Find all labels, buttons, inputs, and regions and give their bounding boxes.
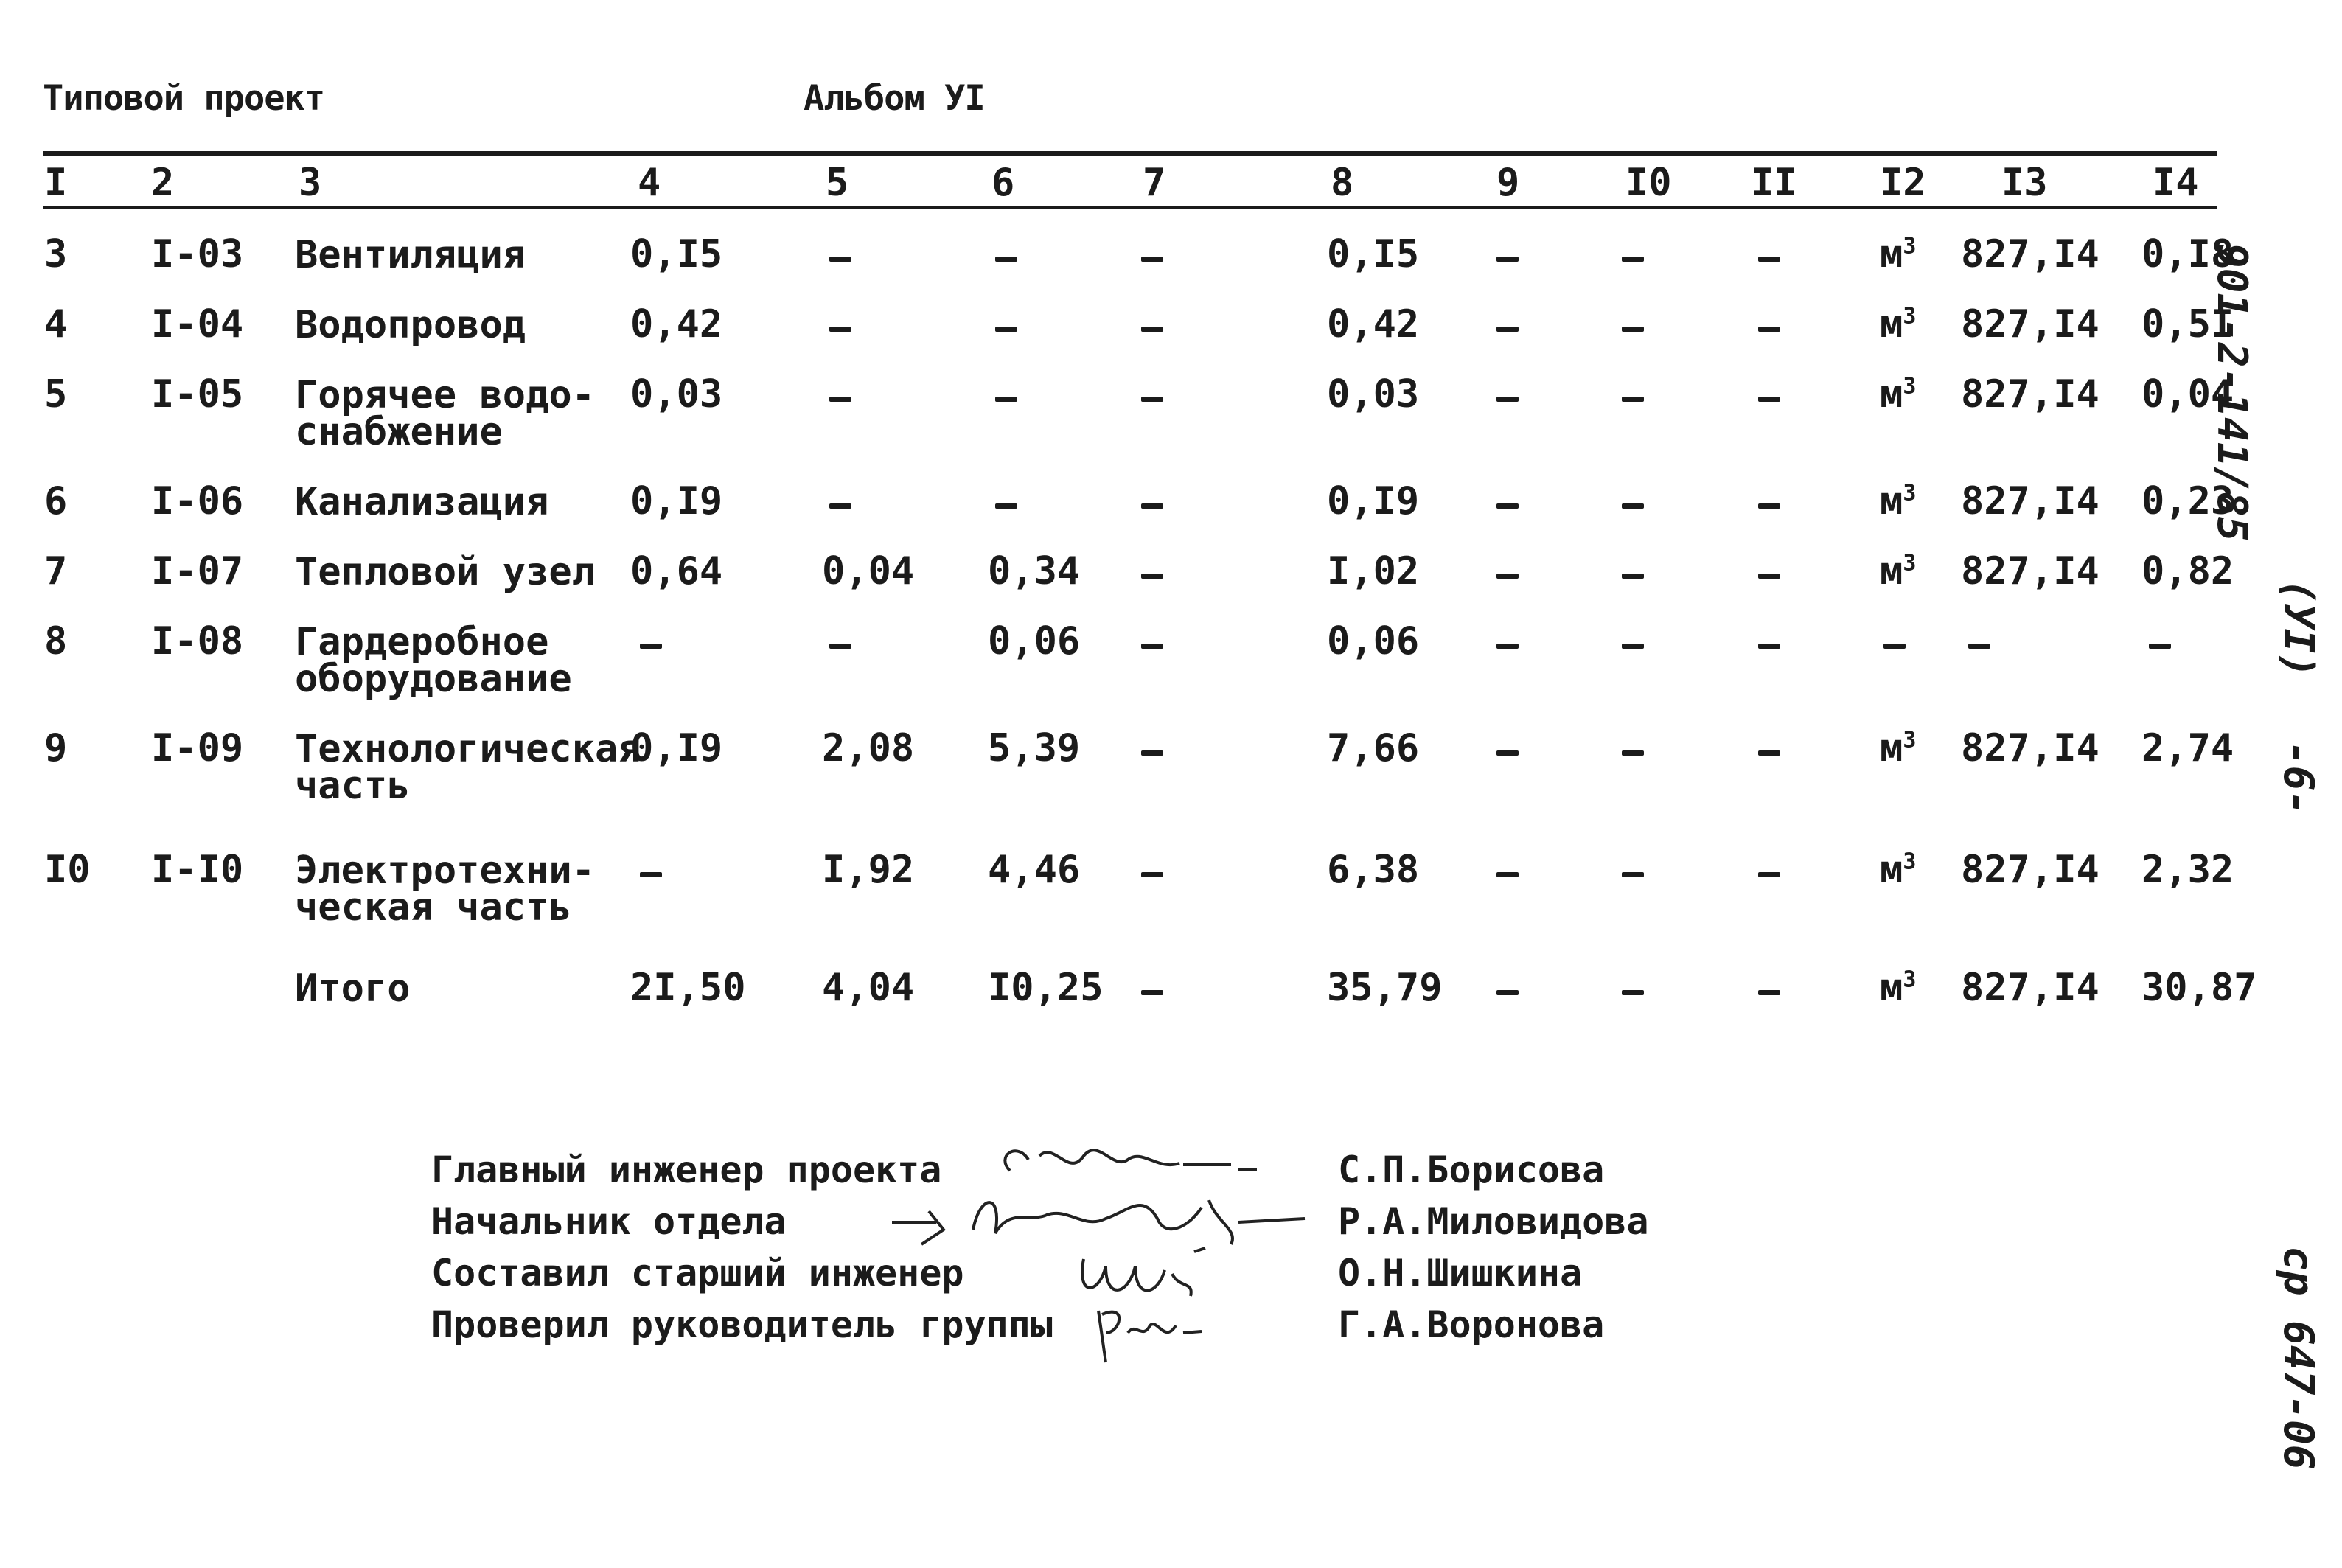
unit-exponent: 3 (1903, 550, 1917, 576)
empty-cell-dash (1622, 327, 1644, 332)
cell-c14: 2,74 (2141, 726, 2234, 770)
unit-base: м (1880, 372, 1903, 417)
cell-c6: 0,34 (988, 549, 1081, 593)
colnum-2: 2 (151, 161, 175, 205)
unit-base: м (1880, 848, 1903, 892)
empty-cell-dash (1758, 327, 1780, 332)
cell-c2: I-09 (151, 726, 244, 770)
header-rule (43, 206, 2217, 209)
empty-cell-dash (1141, 327, 1163, 332)
cell-c1: 9 (44, 726, 68, 770)
cell-c6: 5,39 (988, 726, 1081, 770)
empty-cell-dash (995, 257, 1017, 262)
signatory-name: Р.А.Миловидова (1338, 1200, 1649, 1243)
empty-cell-dash (1496, 257, 1519, 262)
empty-cell-dash (1758, 503, 1780, 509)
signatory-name: О.Н.Шишкина (1338, 1252, 1583, 1295)
table-row (0, 619, 2342, 708)
colnum-5: 5 (826, 161, 849, 205)
row-name-line: Гардеробное (295, 620, 549, 664)
row-name-line: Итого (295, 966, 411, 1011)
row-name-line: Канализация (295, 480, 549, 524)
cell-c5: 2,08 (822, 726, 915, 770)
empty-cell-dash (1968, 644, 1990, 649)
album-label: Альбом УI (804, 78, 985, 119)
cell-c2: I-08 (151, 619, 244, 663)
album-mark-note: (УI) (2274, 579, 2322, 678)
signatory-name: Г.А.Воронова (1338, 1303, 1605, 1346)
cell-c8: 0,03 (1327, 372, 1420, 417)
cell-c5: I,92 (822, 848, 915, 892)
cell-c2: I-I0 (151, 848, 244, 892)
top-rule (43, 151, 2217, 156)
table-row (0, 848, 2342, 936)
signatory-name: С.П.Борисова (1338, 1149, 1605, 1191)
row-name (295, 849, 595, 930)
empty-cell-dash (1758, 397, 1780, 402)
row-name (295, 373, 595, 454)
unit-exponent: 3 (1903, 480, 1917, 506)
empty-cell-dash (1883, 644, 1906, 649)
empty-cell-dash (1141, 750, 1163, 756)
cell-c2: I-07 (151, 549, 244, 593)
cell-c13: 827,I4 (1961, 232, 2099, 276)
colnum-9: 9 (1496, 161, 1520, 205)
colnum-7: 7 (1143, 161, 1166, 205)
signature-role: Начальник отдела (431, 1200, 787, 1243)
cell-c14: 0,I8 (2141, 232, 2234, 276)
row-name-line: Тепловой узел (295, 550, 595, 594)
row-name (295, 550, 595, 594)
unit-cell (1880, 372, 1916, 417)
unit-exponent: 3 (1903, 233, 1917, 259)
empty-cell-dash (1758, 644, 1780, 649)
empty-cell-dash (1622, 503, 1644, 509)
colnum-13: I3 (2001, 161, 2048, 205)
colnum-3: 3 (299, 161, 322, 205)
empty-cell-dash (995, 397, 1017, 402)
cell-c14: 30,87 (2141, 966, 2257, 1010)
colnum-6: 6 (991, 161, 1015, 205)
cell-c14: 2,32 (2141, 848, 2234, 892)
empty-cell-dash (1141, 872, 1163, 877)
cell-c1: 5 (44, 372, 68, 417)
empty-cell-dash (829, 257, 851, 262)
unit-cell (1880, 479, 1916, 523)
cell-c6: I0,25 (988, 966, 1104, 1010)
empty-cell-dash (995, 327, 1017, 332)
cell-c1: 3 (44, 232, 68, 276)
colnum-11: II (1751, 161, 1797, 205)
empty-cell-dash (1141, 990, 1163, 995)
empty-cell-dash (995, 503, 1017, 509)
empty-cell-dash (1496, 574, 1519, 579)
signature-role: Главный инженер проекта (431, 1149, 942, 1191)
project-code-note: 901-2-141/85 (2208, 243, 2256, 542)
cell-c8: 6,38 (1327, 848, 1420, 892)
empty-cell-dash (640, 872, 662, 877)
row-name (295, 233, 526, 277)
signature-row (0, 1303, 2342, 1355)
unit-base: м (1880, 726, 1903, 770)
empty-cell-dash (829, 327, 851, 332)
unit-base: м (1880, 232, 1903, 276)
cell-c14: 0,04 (2141, 372, 2234, 417)
cell-c13: 827,I4 (1961, 372, 2099, 417)
empty-cell-dash (829, 503, 851, 509)
cell-c6: 4,46 (988, 848, 1081, 892)
empty-cell-dash (1758, 750, 1780, 756)
row-name-line: ческая часть (295, 885, 572, 930)
row-name (295, 303, 526, 347)
unit-cell (1880, 726, 1916, 770)
cell-c4: 0,I9 (630, 726, 723, 770)
stamp-code-note: ср 647-06 (2274, 1246, 2322, 1470)
cell-c2: I-03 (151, 232, 244, 276)
cell-c1: 7 (44, 549, 68, 593)
cell-c13: 827,I4 (1961, 966, 2099, 1010)
unit-exponent: 3 (1903, 303, 1917, 330)
empty-cell-dash (1141, 503, 1163, 509)
row-name-line: Электротехни- (295, 849, 595, 893)
row-name (295, 727, 641, 808)
empty-cell-dash (1496, 750, 1519, 756)
unit-cell (1880, 966, 1916, 1010)
empty-cell-dash (1496, 872, 1519, 877)
cell-c14: 0,5I (2141, 302, 2234, 346)
empty-cell-dash (1758, 990, 1780, 995)
colnum-8: 8 (1331, 161, 1354, 205)
empty-cell-dash (1622, 872, 1644, 877)
empty-cell-dash (829, 644, 851, 649)
unit-cell (1880, 549, 1916, 593)
unit-exponent: 3 (1903, 727, 1917, 753)
cell-c1: I0 (44, 848, 91, 892)
empty-cell-dash (1141, 574, 1163, 579)
cell-c8: 0,42 (1327, 302, 1420, 346)
cell-c1: 6 (44, 479, 68, 523)
empty-cell-dash (1141, 644, 1163, 649)
cell-c4: 0,42 (630, 302, 723, 346)
empty-cell-dash (1758, 574, 1780, 579)
empty-cell-dash (1141, 397, 1163, 402)
signature-role: Проверил руководитель группы (431, 1303, 1053, 1346)
unit-exponent: 3 (1903, 849, 1917, 875)
empty-cell-dash (1496, 644, 1519, 649)
empty-cell-dash (1496, 327, 1519, 332)
unit-cell (1880, 302, 1916, 346)
unit-cell (1880, 232, 1916, 276)
cell-c4: 0,03 (630, 372, 723, 417)
row-name-line: Водопровод (295, 303, 526, 347)
cell-c4: 0,I9 (630, 479, 723, 523)
empty-cell-dash (1141, 257, 1163, 262)
empty-cell-dash (1622, 644, 1644, 649)
colnum-12: I2 (1880, 161, 1926, 205)
page-number-note: -6- (2274, 741, 2322, 816)
row-name-line: часть (295, 764, 411, 808)
cell-c8: 35,79 (1327, 966, 1443, 1010)
cell-c4: 0,64 (630, 549, 723, 593)
empty-cell-dash (1496, 990, 1519, 995)
empty-cell-dash (829, 397, 851, 402)
cell-c14: 0,23 (2141, 479, 2234, 523)
handwritten-signature (1084, 1281, 1231, 1370)
cell-c13: 827,I4 (1961, 302, 2099, 346)
empty-cell-dash (1496, 503, 1519, 509)
unit-exponent: 3 (1903, 373, 1917, 400)
colnum-1: I (44, 161, 68, 205)
cell-c4: 0,I5 (630, 232, 723, 276)
cell-c14: 0,82 (2141, 549, 2234, 593)
cell-c5: 4,04 (822, 966, 915, 1010)
unit-exponent: 3 (1903, 966, 1917, 993)
cell-c5: 0,04 (822, 549, 915, 593)
table-row (0, 372, 2342, 461)
cell-c2: I-05 (151, 372, 244, 417)
cell-c8: 0,I5 (1327, 232, 1420, 276)
cell-c6: 0,06 (988, 619, 1081, 663)
empty-cell-dash (1622, 257, 1644, 262)
cell-c13: 827,I4 (1961, 848, 2099, 892)
row-name-line: Вентиляция (295, 233, 526, 277)
cell-c8: I,02 (1327, 549, 1420, 593)
unit-base: м (1880, 302, 1903, 346)
cell-c1: 4 (44, 302, 68, 346)
row-name-line: Технологическая (295, 727, 641, 771)
empty-cell-dash (640, 644, 662, 649)
cell-c13: 827,I4 (1961, 726, 2099, 770)
table-row (0, 726, 2342, 815)
empty-cell-dash (1622, 750, 1644, 756)
row-name (295, 620, 572, 701)
cell-c13: 827,I4 (1961, 479, 2099, 523)
colnum-4: 4 (638, 161, 661, 205)
row-name (295, 966, 411, 1011)
empty-cell-dash (1622, 990, 1644, 995)
row-name-line: оборудование (295, 657, 572, 701)
row-name-line: Горячее водо- (295, 373, 595, 417)
unit-base: м (1880, 966, 1903, 1010)
row-name-line: снабжение (295, 410, 503, 454)
unit-base: м (1880, 479, 1903, 523)
row-name (295, 480, 549, 524)
cell-c8: 0,06 (1327, 619, 1420, 663)
empty-cell-dash (1622, 397, 1644, 402)
empty-cell-dash (2149, 644, 2171, 649)
cell-c2: I-06 (151, 479, 244, 523)
cell-c4: 2I,50 (630, 966, 746, 1010)
empty-cell-dash (1622, 574, 1644, 579)
doc-type: Типовой проект (43, 78, 325, 119)
cell-c2: I-04 (151, 302, 244, 346)
cell-c1: 8 (44, 619, 68, 663)
cell-c8: 7,66 (1327, 726, 1420, 770)
cell-c13: 827,I4 (1961, 549, 2099, 593)
colnum-14: I4 (2153, 161, 2199, 205)
empty-cell-dash (1758, 872, 1780, 877)
unit-base: м (1880, 549, 1903, 593)
unit-cell (1880, 848, 1916, 892)
cell-c8: 0,I9 (1327, 479, 1420, 523)
empty-cell-dash (1496, 397, 1519, 402)
table-row (0, 966, 2342, 1054)
empty-cell-dash (1758, 257, 1780, 262)
signature-role: Составил старший инженер (431, 1252, 964, 1295)
colnum-10: I0 (1625, 161, 1672, 205)
